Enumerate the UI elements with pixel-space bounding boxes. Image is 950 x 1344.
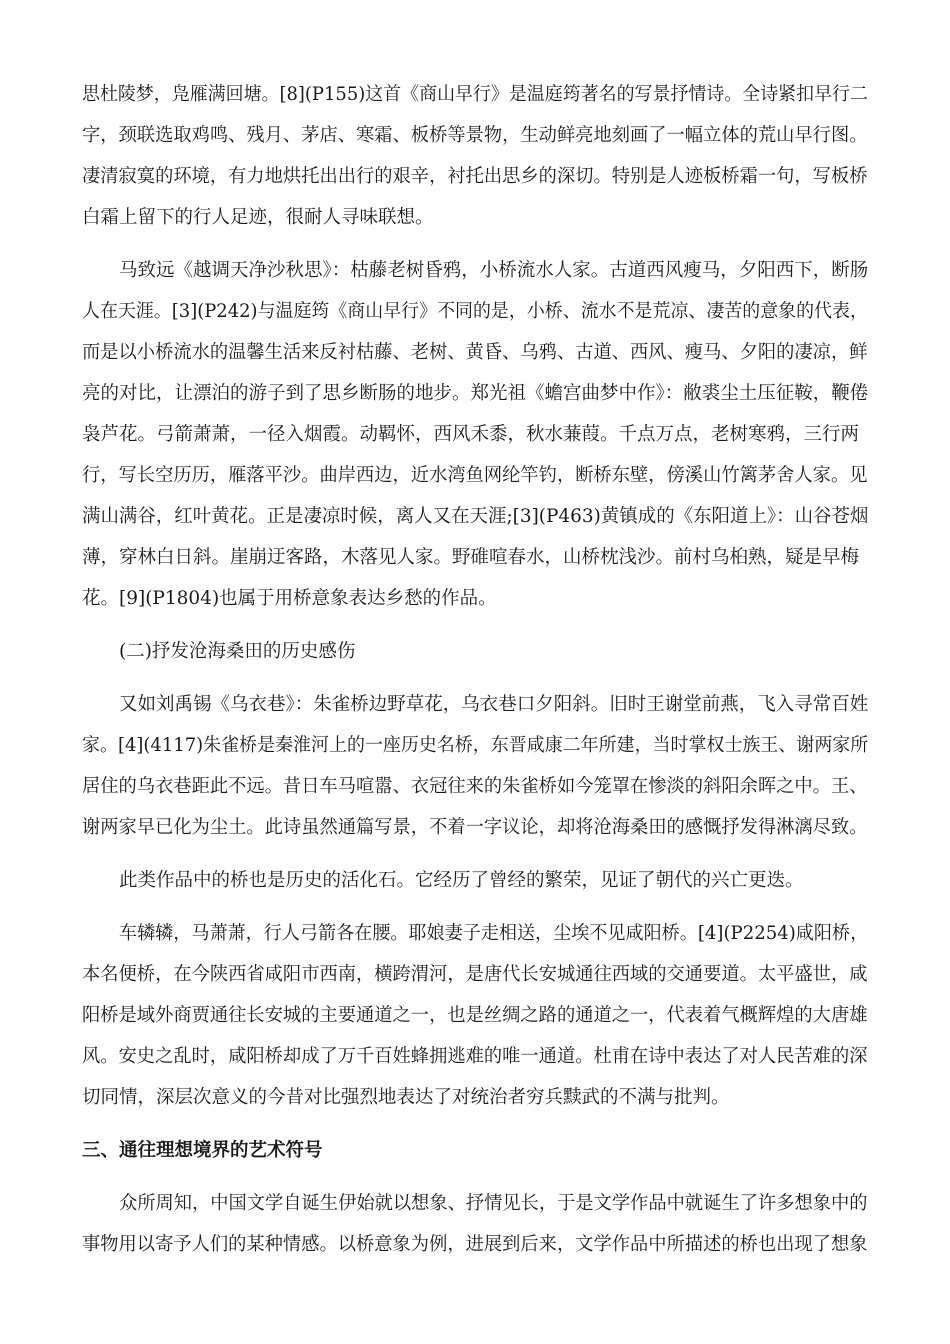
text-line: 家。[4](4117)朱雀桥是秦淮河上的一座历史名桥，东晋咸康二年所建，当时掌权士族王、谢两家所: [82, 735, 869, 756]
text-line: 花。[9](P1804)也属于用桥意象表达乡愁的作品。: [82, 588, 497, 609]
text-line: 众所周知，中国文学自诞生伊始就以想象、抒情见长，于是文学作品中就诞生了许多想象中的: [119, 1193, 868, 1214]
text-line: 马致远《越调天净沙秋思》：枯藤老树昏鸦，小桥流水人家。古道西风瘦马，夕阳西下，断肠: [119, 260, 869, 281]
text-line: (二)抒发沧海桑田的历史感伤: [119, 641, 356, 662]
text-line: 居住的乌衣巷距此不远。昔日车马喧嚣、衣冠往来的朱雀桥如今笼罩在惨淡的斜阳余晖之中。王、: [82, 776, 868, 797]
text-line: 薄，穿林白日斜。崖崩迂客路，木落见人家。野碓喧春水，山桥枕浅沙。前村乌桕熟，疑是早梅: [82, 547, 860, 568]
text-line: 又如刘禹锡《乌衣巷》：朱雀桥边野草花，乌衣巷口夕阳斜。旧时王谢堂前燕，飞入寻常百姓: [119, 694, 869, 715]
text-line: 风。安史之乱时，咸阳桥却成了万千百姓蜂拥逃难的唯一通道。杜甫在诗中表达了对人民苦难的深: [82, 1046, 868, 1067]
text-line: 车辚辚，马萧萧，行人弓箭各在腰。耶娘妻子走相送，尘埃不见咸阳桥。[4](P2254)咸阳桥，: [119, 923, 869, 944]
text-line: 切同情，深层次意义的今昔对比强烈地表达了对统治者穷兵黩武的不满与批判。: [82, 1087, 730, 1108]
text-line: 字，颈联选取鸡鸣、残月、茅店、寒霜、板桥等景物，生动鲜亮地刻画了一幅立体的荒山早行图。: [82, 125, 868, 146]
text-line: 此类作品中的桥也是历史的活化石。它经历了曾经的繁荣，见证了朝代的兴亡更迭。: [119, 870, 804, 891]
text-line: 阳桥是域外商贾通往长安城的主要通道之一，也是丝绸之路的通道之一，代表着气概辉煌的大唐雄: [82, 1005, 868, 1026]
text-line: 凄清寂寞的环境，有力地烘托出出行的艰辛，衬托出思乡的深切。特别是人迹板桥霜一句，写板桥: [82, 166, 868, 187]
text-line: 亮的对比，让漂泊的游子到了思乡断肠的地步。郑光祖《蟾宫曲梦中作》：敝裘尘土压征鞍，鞭倦: [82, 383, 869, 404]
text-line: 白霜上留下的行人足迹，很耐人寻味联想。: [82, 207, 434, 228]
text-line: 本名便桥，在今陕西省咸阳市西南，横跨渭河，是唐代长安城通往西域的交通要道。太平盛世，咸: [82, 964, 868, 985]
text-line: 谢两家早已化为尘土。此诗虽然通篇写景，不着一字议论，却将沧海桑田的感慨抒发得淋漓尽致。: [82, 817, 868, 838]
text-line: 袅芦花。弓箭萧萧，一径入烟霞。动羁怀，西风禾黍，秋水蒹葭。千点万点，老树寒鸦，三行两: [82, 424, 860, 445]
text-line: 行，写长空历历，雁落平沙。曲岸西边，近水湾鱼网纶竿钓，断桥东壁，傍溪山竹篱茅舍人家。见: [82, 465, 868, 486]
text-line: 人在天涯。[3](P242)与温庭筠《商山早行》不同的是，小桥、流水不是荒凉、凄苦的意象的代表，: [82, 301, 868, 322]
text-line: 事物用以寄予人们的某种情感。以桥意象为例，进展到后来，文学作品中所描述的桥也出现了想象: [82, 1234, 868, 1255]
text-line: 而是以小桥流水的温馨生活来反衬枯藤、老树、黄昏、乌鸦、古道、西风、瘦马、夕阳的凄凉，鲜: [82, 342, 868, 363]
text-line: 思杜陵梦，凫雁满回塘。[8](P155)这首《商山早行》是温庭筠著名的写景抒情诗。全诗紧扣早行二: [82, 84, 868, 105]
text-line: 满山满谷，红叶黄花。正是凄凉时候，离人又在天涯;[3](P463)黄镇成的《东阳道上》：山谷苍烟: [82, 506, 869, 527]
heading-text: 三、通往理想境界的艺术符号: [82, 1140, 323, 1161]
